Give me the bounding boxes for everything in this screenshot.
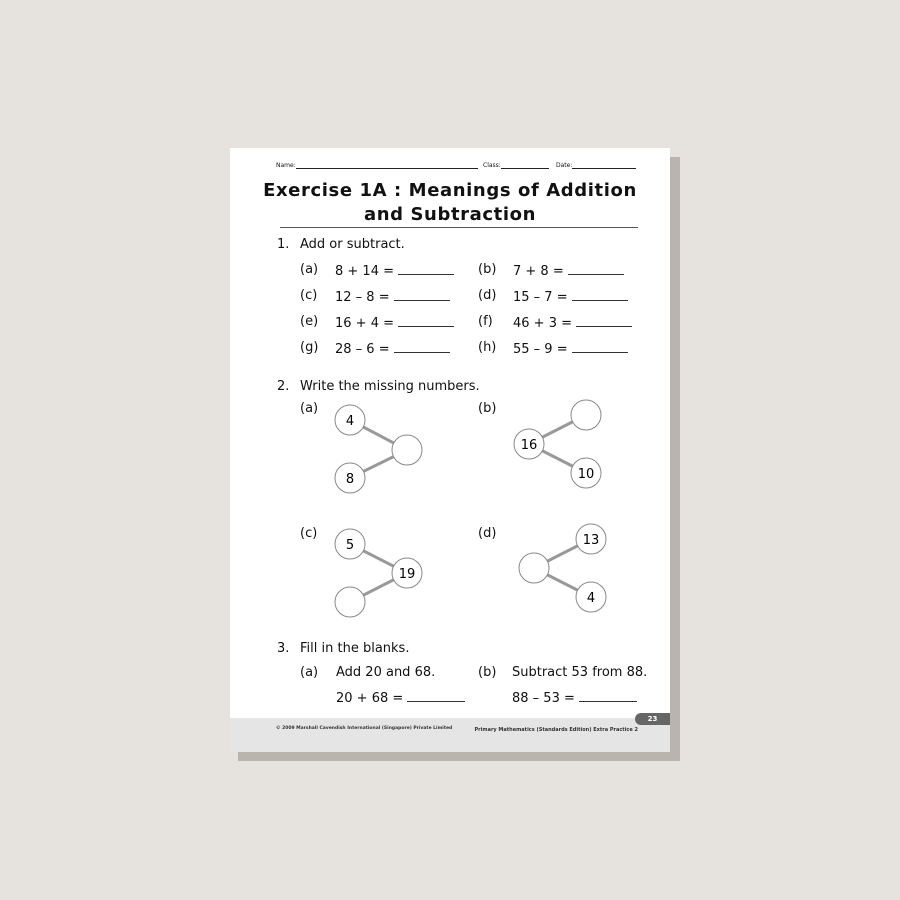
bond-whole-circle[interactable]	[519, 553, 549, 583]
bond-a-top: 4	[345, 414, 355, 429]
q3b-expr: 88 – 53 =	[512, 689, 637, 706]
q1f-expr: 46 + 3 =	[513, 314, 632, 331]
page-title-line2: and Subtraction	[363, 204, 537, 225]
series-title: Primary Mathematics (Standards Edition) Extra Practice 2	[474, 727, 638, 733]
q1d-expr: 15 – 7 =	[513, 288, 628, 305]
q1c-label: (c)	[300, 288, 318, 303]
q1f-label: (f)	[478, 314, 493, 329]
bond-a-bottom: 8	[345, 472, 355, 487]
q3-instruction: Fill in the blanks.	[300, 641, 410, 656]
number-bond-c	[335, 529, 422, 617]
bond-d-top: 13	[582, 533, 600, 548]
bond-b-whole: 16	[520, 438, 538, 453]
q3a-expr: 20 + 68 =	[336, 689, 465, 706]
q1c-expr: 12 – 8 =	[335, 288, 450, 305]
page-title-line1: Exercise 1A : Meanings of Addition	[263, 180, 637, 201]
bond-part-circle[interactable]	[571, 400, 601, 430]
page-footer	[230, 718, 670, 752]
q1-instruction: Add or subtract.	[300, 237, 405, 252]
number-bond-diagrams	[230, 148, 670, 752]
q2-instruction: Write the missing numbers.	[300, 379, 480, 394]
number-bond-d	[519, 524, 606, 612]
q1e-expr: 16 + 4 =	[335, 314, 454, 331]
q1g-expr: 28 – 6 =	[335, 340, 450, 357]
q1g-label: (g)	[300, 340, 319, 355]
page-number-badge: 23	[635, 713, 670, 725]
class-label: Class:	[483, 162, 501, 169]
number-bond-a	[335, 405, 422, 493]
bond-part-circle[interactable]	[335, 587, 365, 617]
worksheet-page	[230, 148, 670, 752]
q3a-text: Add 20 and 68.	[336, 665, 436, 680]
q1b-label: (b)	[478, 262, 497, 277]
number-bond-b	[514, 400, 601, 488]
answer-blank[interactable]	[407, 689, 465, 702]
bond-c-top: 5	[345, 538, 355, 553]
q1d-label: (d)	[478, 288, 497, 303]
q2d-label: (d)	[478, 526, 497, 541]
q3a-label: (a)	[300, 665, 319, 680]
name-label: Name:	[276, 162, 296, 169]
q3-number: 3.	[277, 641, 290, 656]
q2-number: 2.	[277, 379, 290, 394]
q2a-label: (a)	[300, 401, 319, 416]
q1e-label: (e)	[300, 314, 319, 329]
q1h-expr: 55 – 9 =	[513, 340, 628, 357]
q1a-label: (a)	[300, 262, 319, 277]
copyright-text: © 2009 Marshall Cavendish International (Singapore) Private Limited	[276, 726, 453, 731]
answer-blank[interactable]	[579, 689, 637, 702]
q2c-label: (c)	[300, 526, 318, 541]
date-label: Date:	[556, 162, 573, 169]
bond-d-bottom: 4	[586, 591, 596, 606]
bond-c-whole: 19	[398, 567, 416, 582]
bond-b-bottom: 10	[577, 467, 595, 482]
q1a-expr: 8 + 14 =	[335, 262, 454, 279]
q1h-label: (h)	[478, 340, 497, 355]
q3b-text: Subtract 53 from 88.	[512, 665, 648, 680]
bond-whole-circle[interactable]	[392, 435, 422, 465]
q1b-expr: 7 + 8 =	[513, 262, 624, 279]
q2b-label: (b)	[478, 401, 497, 416]
q1-number: 1.	[277, 237, 290, 252]
q3b-label: (b)	[478, 665, 497, 680]
